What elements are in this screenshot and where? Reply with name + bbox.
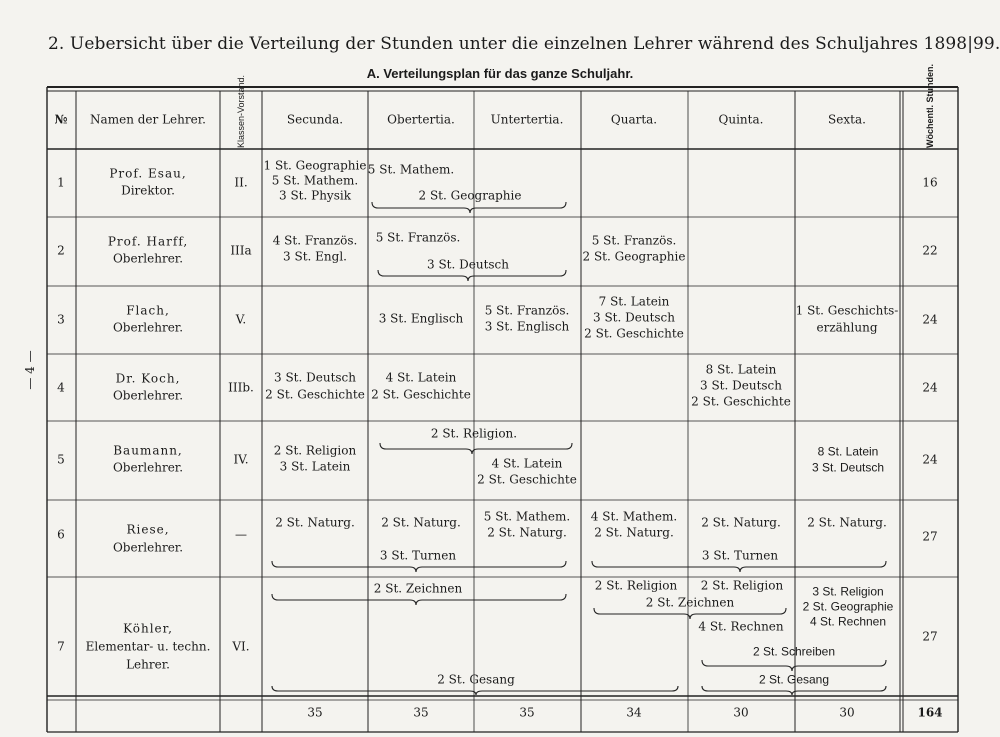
row-4-name: Dr. Koch, (115, 371, 181, 386)
row-3-untertertia-1: 5 St. Französ. (484, 303, 570, 318)
row-1-vorstand: II. (234, 175, 248, 190)
row-5-sexta-2: 3 St. Deutsch (811, 460, 885, 475)
row-4-quinta-2: 3 St. Deutsch (699, 378, 783, 393)
row-2-span-deutsch: 3 St. Deutsch (426, 257, 510, 272)
row-1-secunda-1: 1 St. Geographie (263, 158, 367, 173)
row-6-name: Riese, (126, 522, 170, 537)
row-3-nr: 3 (57, 312, 65, 327)
row-3-quarta-3: 2 St. Geschichte (584, 326, 684, 341)
row-7-sexta-3: 4 St. Rechnen (809, 614, 887, 629)
row-5-span-religion: 2 St. Religion. (430, 426, 518, 441)
row-2-nr: 2 (57, 243, 65, 258)
row-5-secunda-1: 2 St. Religion (273, 443, 357, 458)
row-6-span-turnen-left: 3 St. Turnen (379, 548, 457, 563)
row-7-nr: 7 (57, 639, 65, 654)
header-secunda: Secunda. (286, 112, 344, 127)
total-secunda: 35 (307, 705, 323, 720)
row-7-sexta-1: 3 St. Religion (812, 584, 884, 599)
header-klassen-vorstand: Klassen-Vorstand. (236, 74, 246, 148)
row-7-vorstand: VI. (232, 639, 250, 654)
row-7-role-2: Lehrer. (126, 657, 170, 672)
row-6-vorstand: — (235, 527, 247, 542)
row-3-quarta-2: 3 St. Deutsch (592, 310, 676, 325)
total-untertertia: 35 (519, 705, 535, 720)
row-6-role: Oberlehrer. (112, 540, 184, 555)
row-7-span-gesang-right: 2 St. Gesang (758, 672, 830, 687)
row-2-secunda-2: 3 St. Engl. (283, 249, 347, 264)
row-4-total: 24 (922, 380, 938, 395)
page-number-mark: — 4 — (23, 350, 37, 390)
row-5-total: 24 (922, 452, 938, 467)
row-5-sexta-1: 8 St. Latein (817, 444, 879, 459)
row-1-secunda-3: 3 St. Physik (279, 188, 351, 203)
page-title: 2. Uebersicht über die Verteilung der Stunden unter die einzelnen Lehrer während des Schuljahres 1898|99. (48, 34, 1000, 54)
row-4-quinta-3: 2 St. Geschichte (691, 394, 791, 409)
row-6-quinta: 2 St. Naturg. (701, 515, 781, 530)
row-6-sexta: 2 St. Naturg. (807, 515, 887, 530)
row-1-secunda-2: 5 St. Mathem. (271, 173, 359, 188)
row-2-role: Oberlehrer. (112, 251, 184, 266)
row-3-sexta-1: 1 St. Geschichts- (795, 303, 899, 318)
row-4-quinta-1: 8 St. Latein (705, 362, 777, 377)
row-7-span-schreiben: 2 St. Schreiben (752, 644, 836, 659)
row-1-total: 16 (922, 175, 938, 190)
row-2-secunda-1: 4 St. Französ. (272, 233, 358, 248)
row-4-secunda-2: 2 St. Geschichte (265, 387, 365, 402)
row-4-obertertia-1: 4 St. Latein (385, 370, 457, 385)
row-2-vorstand: IIIa (230, 243, 252, 258)
row-2-quarta-2: 2 St. Geographie (582, 249, 686, 264)
row-4-secunda-1: 3 St. Deutsch (273, 370, 357, 385)
row-1-obertertia: 5 St. Mathem. (367, 162, 455, 177)
row-7-total: 27 (922, 629, 938, 644)
row-3-obertertia: 3 St. Englisch (378, 311, 464, 326)
header-obertertia: Obertertia. (387, 112, 455, 127)
row-7-sexta-2: 2 St. Geographie (802, 599, 894, 614)
row-5-secunda-2: 3 St. Latein (279, 459, 351, 474)
row-4-vorstand: IIIb. (228, 380, 254, 395)
row-2-name: Prof. Harff, (107, 234, 189, 249)
row-2-quarta-1: 5 St. Französ. (591, 233, 677, 248)
row-4-obertertia-2: 2 St. Geschichte (371, 387, 471, 402)
header-wochentl-stunden: Wöchentl. Stunden. (925, 64, 935, 148)
row-3-quarta-1: 7 St. Latein (598, 294, 670, 309)
row-7-span-zeichnen-left: 2 St. Zeichnen (373, 581, 463, 596)
row-3-sexta-2: erzählung (816, 320, 878, 335)
row-6-total: 27 (922, 529, 938, 544)
row-7-quinta-rechnen: 4 St. Rechnen (698, 619, 784, 634)
row-7-span-gesang-left: 2 St. Gesang (437, 672, 515, 687)
header-name: Namen der Lehrer. (90, 112, 206, 127)
row-4-nr: 4 (57, 380, 65, 395)
row-2-obertertia: 5 St. Französ. (375, 230, 461, 245)
row-4-role: Oberlehrer. (112, 388, 184, 403)
row-5-vorstand: IV. (233, 452, 249, 467)
row-3-vorstand: V. (235, 312, 247, 327)
row-7-span-zeichnen-right: 2 St. Zeichnen (645, 595, 735, 610)
row-7-quinta-religion: 2 St. Religion (700, 578, 784, 593)
total-sum: 164 (917, 705, 943, 720)
row-5-untertertia-2: 2 St. Geschichte (477, 472, 577, 487)
header-nr: № (54, 112, 68, 127)
row-5-nr: 5 (57, 452, 65, 467)
total-quinta: 30 (733, 705, 749, 720)
row-3-total: 24 (922, 312, 938, 327)
total-obertertia: 35 (413, 705, 429, 720)
row-1-role: Direktor. (121, 183, 175, 198)
row-6-untertertia-2: 2 St. Naturg. (487, 525, 567, 540)
row-1-nr: 1 (57, 175, 65, 190)
row-6-nr: 6 (57, 527, 65, 542)
row-5-untertertia-1: 4 St. Latein (491, 456, 563, 471)
plan-subtitle: A. Verteilungsplan für das ganze Schuljahr. (366, 66, 634, 81)
row-3-name: Flach, (126, 303, 170, 318)
row-6-quarta-2: 2 St. Naturg. (594, 525, 674, 540)
row-1-span-geographie: 2 St. Geographie (418, 188, 522, 203)
total-quarta: 34 (626, 705, 642, 720)
row-1-name: Prof. Esau, (109, 166, 187, 181)
header-quarta: Quarta. (610, 112, 658, 127)
row-7-role: Elementar- u. techn. (85, 639, 211, 654)
header-sexta: Sexta. (828, 112, 866, 127)
row-5-role: Oberlehrer. (112, 460, 184, 475)
header-untertertia: Untertertia. (490, 112, 564, 127)
row-7-name: Köhler, (123, 621, 173, 636)
header-quinta: Quinta. (718, 112, 764, 127)
row-6-quarta-1: 4 St. Mathem. (590, 509, 678, 524)
row-3-untertertia-2: 3 St. Englisch (484, 319, 570, 334)
row-6-obertertia: 2 St. Naturg. (381, 515, 461, 530)
row-2-total: 22 (922, 243, 938, 258)
total-sexta: 30 (839, 705, 855, 720)
row-3-role: Oberlehrer. (112, 320, 184, 335)
row-6-untertertia-1: 5 St. Mathem. (483, 509, 571, 524)
row-6-secunda: 2 St. Naturg. (275, 515, 355, 530)
row-5-name: Baumann, (113, 443, 183, 458)
row-6-span-turnen-right: 3 St. Turnen (701, 548, 779, 563)
row-7-quarta-religion: 2 St. Religion (594, 578, 678, 593)
